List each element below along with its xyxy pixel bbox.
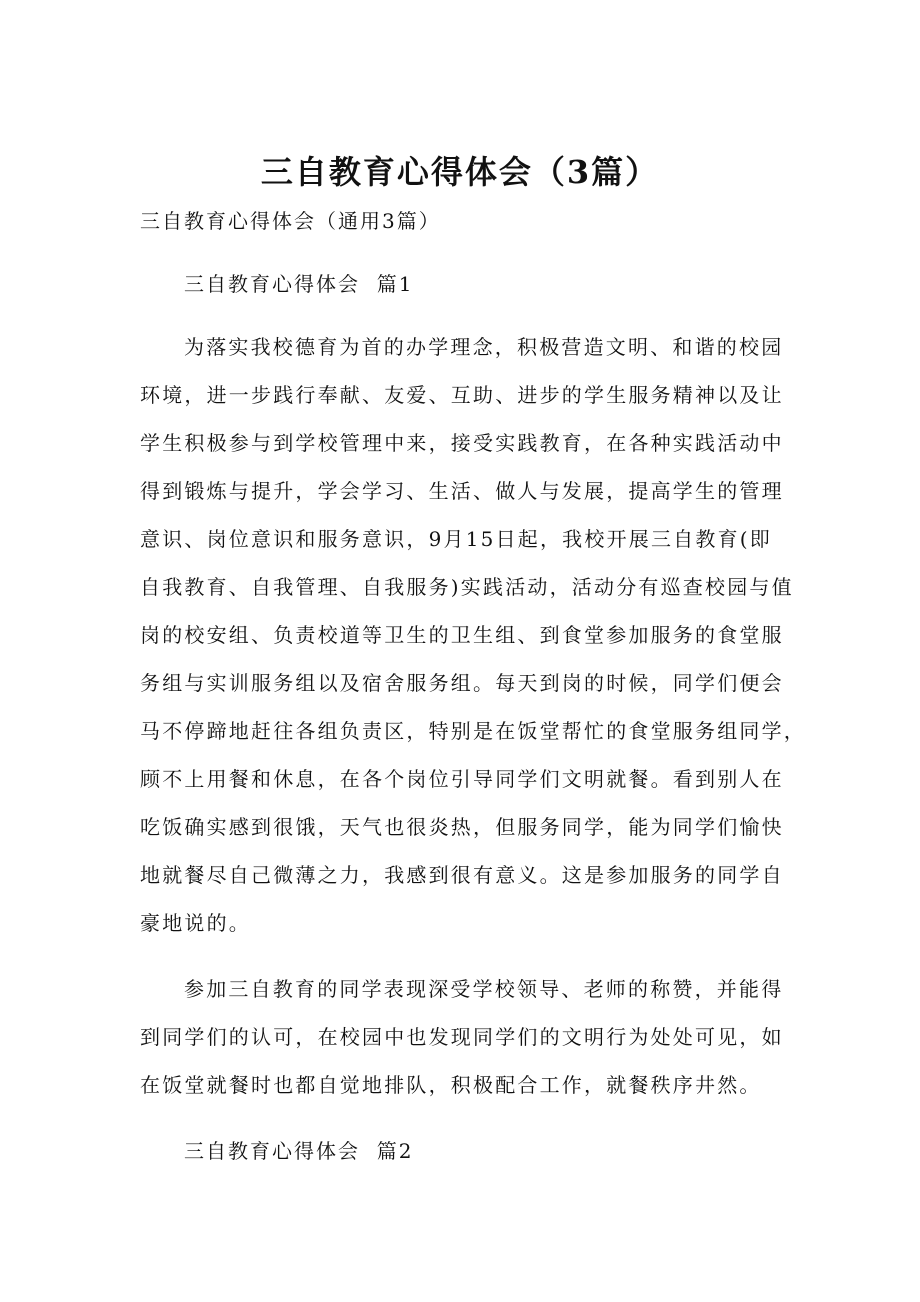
paragraph-2 [140, 971, 784, 1115]
document-title: 三自教育心得体会（3篇） [260, 153, 660, 191]
paragraph-line: 意识、岗位意识和服务意识，9月15日起，我校开展三自教育(即 [140, 527, 772, 551]
paragraph-line: 岗的校安组、负责校道等卫生的卫生组、到食堂参加服务的食堂服 [140, 623, 784, 647]
document-subtitle: 三自教育心得体会（通用3篇） [140, 209, 441, 233]
paragraph-line: 在饭堂就餐时也都自觉地排队，积极配合工作，就餐秩序井然。 [140, 1073, 762, 1097]
paragraph-line: 学生积极参与到学校管理中来，接受实践教育，在各种实践活动中 [140, 431, 784, 455]
paragraph-1 [140, 329, 806, 953]
paragraph-line: 环境，进一步践行奉献、友爱、互助、进步的学生服务精神以及让 [140, 383, 784, 407]
paragraph-line: 吃饭确实感到很饿，天气也很炎热，但服务同学，能为同学们愉快 [140, 815, 784, 839]
paragraph-line: 到同学们的认可，在校园中也发现同学们的文明行为处处可见，如 [140, 1025, 784, 1049]
paragraph-line: 自我教育、自我管理、自我服务)实践活动，活动分有巡查校园与值 [140, 575, 794, 599]
section-heading-2: 三自教育心得体会 篇2 [184, 1139, 414, 1163]
paragraph-line: 务组与实训服务组以及宿舍服务组。每天到岗的时候，同学们便会 [140, 671, 784, 695]
paragraph-line: 地就餐尽自己微薄之力，我感到很有意义。这是参加服务的同学自 [140, 863, 784, 887]
paragraph-line: 得到锻炼与提升，学会学习、生活、做人与发展，提高学生的管理 [140, 479, 784, 503]
paragraph-line: 豪地说的。 [140, 911, 251, 935]
paragraph-line: 顾不上用餐和休息，在各个岗位引导同学们文明就餐。看到别人在 [140, 767, 784, 791]
section-heading-1: 三自教育心得体会 篇1 [184, 272, 414, 296]
paragraph-line: 马不停蹄地赶往各组负责区，特别是在饭堂帮忙的食堂服务组同学， [140, 719, 806, 743]
paragraph-line: 为落实我校德育为首的办学理念，积极营造文明、和谐的校园 [184, 335, 784, 359]
paragraph-line: 参加三自教育的同学表现深受学校领导、老师的称赞，并能得 [184, 977, 784, 1001]
